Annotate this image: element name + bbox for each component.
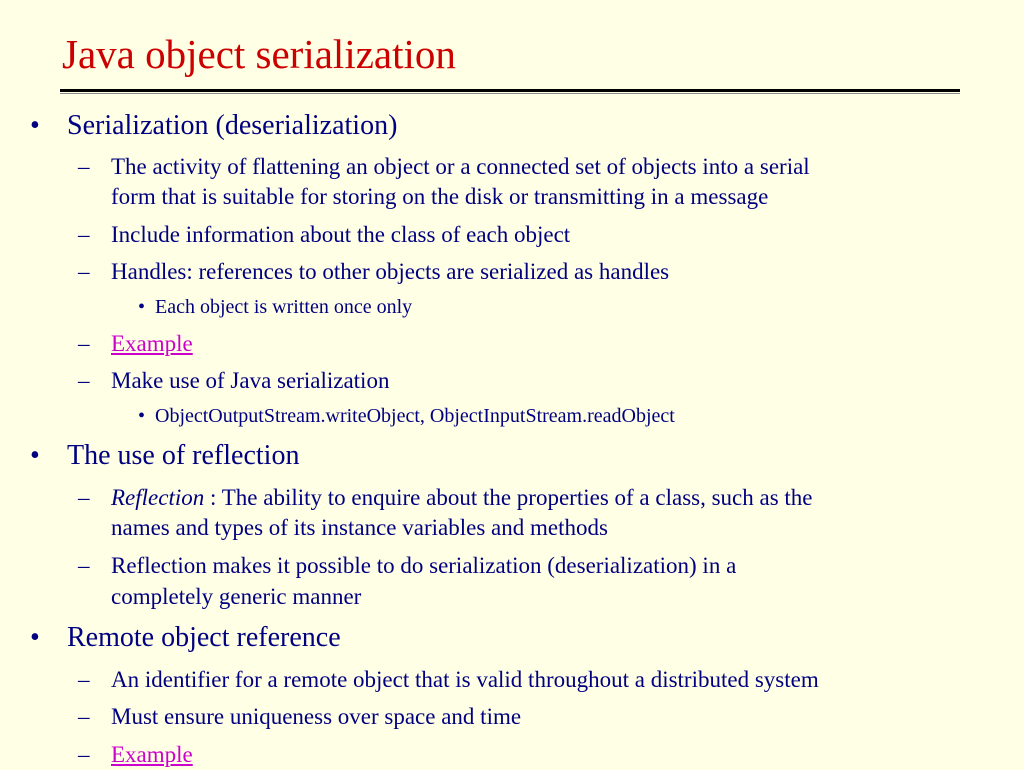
sub-sub-bullet-text: Each object is written once only xyxy=(155,296,413,318)
bullet-mark: • xyxy=(138,296,146,318)
dash-mark: – xyxy=(78,259,90,284)
bullet-mark: • xyxy=(30,440,40,471)
sub-bullet-reflection-definition xyxy=(78,483,813,513)
bullet-remote-object-reference xyxy=(30,622,341,653)
bullet-serialization xyxy=(30,110,398,141)
sub-bullet-text: An identifier for a remote object that is valid throughout a distributed system xyxy=(111,667,819,692)
bullet-text: Remote object reference xyxy=(67,622,341,653)
dash-mark: – xyxy=(78,222,90,247)
dash-mark: – xyxy=(78,667,90,692)
sub-bullet-flattening xyxy=(78,152,810,182)
dash-mark: – xyxy=(78,368,90,393)
reflection-term: Reflection xyxy=(111,485,205,510)
sub-bullet-class-info xyxy=(78,220,571,250)
sub-sub-bullet-text: ObjectOutputStream.writeObject, ObjectInputStream.readObject xyxy=(155,405,675,427)
bullet-mark: • xyxy=(138,405,146,427)
sub-bullet-text: form that is suitable for storing on the disk or transmitting in a message xyxy=(111,184,769,209)
example-link[interactable]: Example xyxy=(111,742,193,767)
dash-mark: – xyxy=(78,553,90,578)
sub-bullet-identifier xyxy=(78,665,819,695)
bullet-text: The use of reflection xyxy=(67,440,300,471)
sub-bullet-text: Reflection makes it possible to do serialization (deserialization) in a xyxy=(111,553,737,578)
sub-bullet-flattening-continued xyxy=(111,182,768,212)
dash-mark: – xyxy=(78,485,90,510)
bullet-text: Serialization (deserialization) xyxy=(67,110,398,141)
sub-bullet-text: Must ensure uniqueness over space and time xyxy=(111,704,522,729)
bullet-mark: • xyxy=(30,622,40,653)
slide-title: Java object serialization xyxy=(62,31,456,77)
dash-mark: – xyxy=(78,331,90,356)
sub-bullet-example-1 xyxy=(78,329,193,359)
sub-bullet-text: Include information about the class of each object xyxy=(111,222,571,247)
sub-bullet-example-2 xyxy=(78,740,193,770)
example-link[interactable]: Example xyxy=(111,331,193,356)
sub-bullet-text: names and types of its instance variables and methods xyxy=(111,515,608,540)
sub-bullet-handles xyxy=(78,257,670,287)
sub-bullet-text: completely generic manner xyxy=(111,584,362,609)
sub-bullet-text: The activity of flattening an object or a connected set of objects into a serial xyxy=(111,154,810,179)
sub-bullet-text: Make use of Java serialization xyxy=(111,368,390,393)
sub-bullet-reflection-definition-continued xyxy=(111,513,608,543)
sub-bullet-generic-serialization xyxy=(78,551,737,581)
dash-mark: – xyxy=(78,742,90,767)
sub-bullet-uniqueness xyxy=(78,702,522,732)
sub-bullet-text: Handles: references to other objects are serialized as handles xyxy=(111,259,670,284)
sub-bullet-text: : The ability to enquire about the properties of a class, such as the xyxy=(204,485,813,510)
dash-mark: – xyxy=(78,154,90,179)
sub-sub-bullet-written-once xyxy=(138,296,413,318)
sub-sub-bullet-stream-methods xyxy=(138,405,675,427)
sub-bullet-java-serialization xyxy=(78,366,390,396)
dash-mark: – xyxy=(78,704,90,729)
sub-bullet-generic-serialization-continued xyxy=(111,582,361,612)
bullet-reflection xyxy=(30,440,300,471)
bullet-mark: • xyxy=(30,110,40,141)
